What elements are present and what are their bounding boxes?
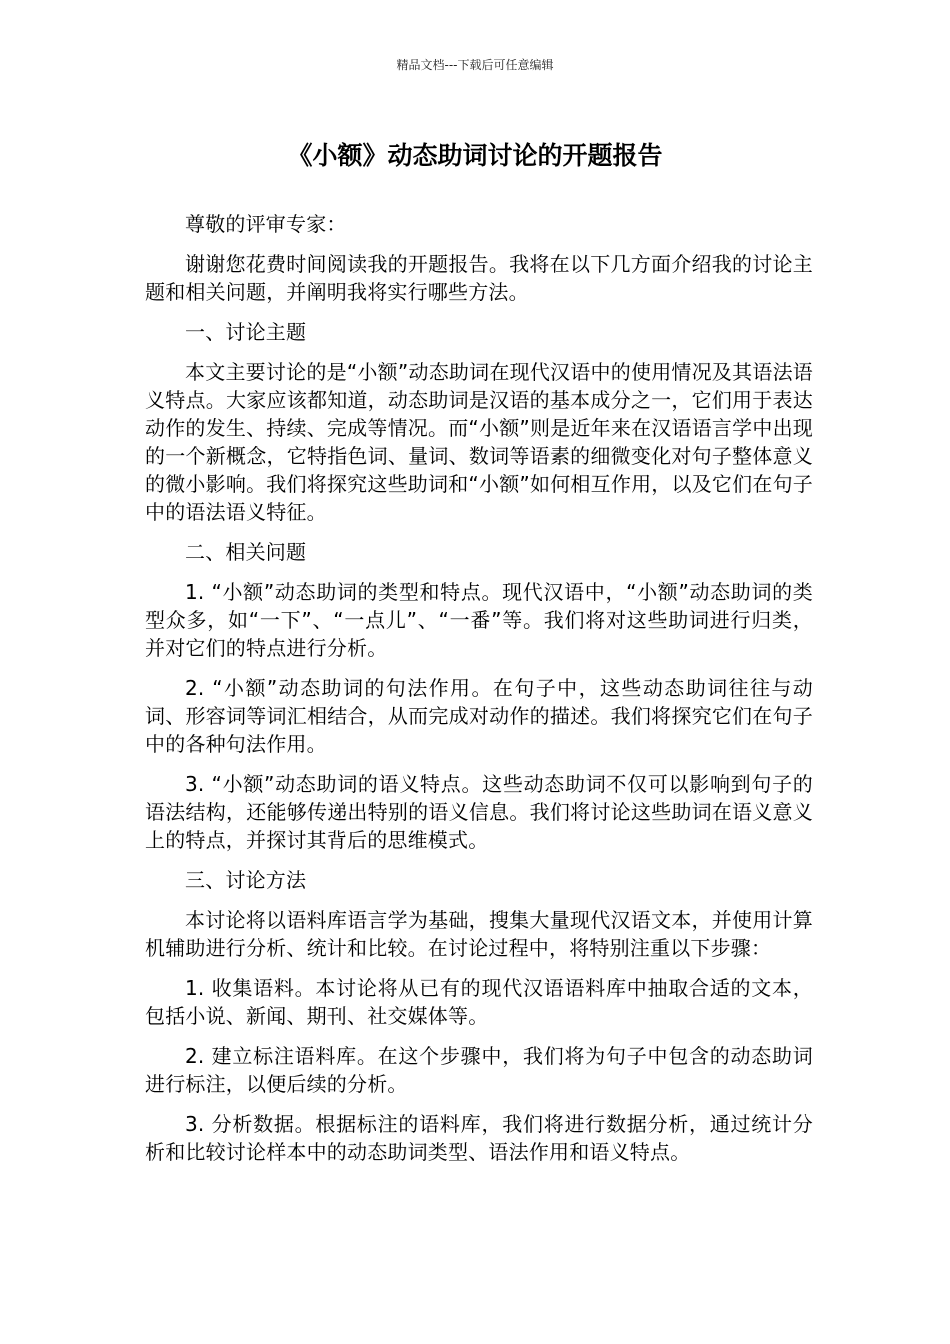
- document-title: 《小额》动态助词讨论的开题报告: [287, 141, 663, 170]
- salutation: 尊敬的评审专家：: [185, 212, 347, 236]
- method-step-1: 1. 收集语料。本讨论将从已有的现代汉语语料库中抽取合适的文本，包括小说、新闻、期刊、社交媒体等。: [145, 976, 813, 1028]
- issue-item-3: 3. “小额”动态助词的语义特点。这些动态助词不仅可以影响到句子的语法结构，还能够传递出特别的语义信息。我们将讨论这些助词在语义意义上的特点，并探讨其背后的思维模式。: [145, 772, 813, 852]
- intro-paragraph: 谢谢您花费时间阅读我的开题报告。我将在以下几方面介绍我的讨论主题和相关问题，并阐明我将实行哪些方法。: [145, 252, 813, 304]
- method-step-3: 3. 分析数据。根据标注的语料库，我们将进行数据分析，通过统计分析和比较讨论样本中的动态助词类型、语法作用和语义特点。: [145, 1112, 813, 1164]
- header-note: 精品文档---下载后可任意编辑: [396, 58, 554, 72]
- issue-item-1: 1. “小额”动态助词的类型和特点。现代汉语中，“小额”动态助词的类型众多，如“一下”、“一点儿”、“一番”等。我们将对这些助词进行归类，并对它们的特点进行分析。: [145, 580, 813, 660]
- method-step-2: 2. 建立标注语料库。在这个步骤中，我们将为句子中包含的动态助词进行标注，以便后续的分析。: [145, 1044, 813, 1096]
- section-heading-topic: 一、讨论主题: [185, 320, 307, 344]
- issue-item-2: 2. “小额”动态助词的句法作用。在句子中，这些动态助词往往与动词、形容词等词汇相结合，从而完成对动作的描述。我们将探究它们在句子中的各种句法作用。: [145, 676, 813, 756]
- methods-paragraph: 本讨论将以语料库语言学为基础，搜集大量现代汉语文本，并使用计算机辅助进行分析、统计和比较。在讨论过程中，将特别注重以下步骤：: [145, 908, 813, 960]
- document-body: [145, 210, 813, 1178]
- section-heading-methods: 三、讨论方法: [185, 868, 307, 892]
- section-heading-issues: 二、相关问题: [185, 540, 307, 564]
- topic-paragraph: 本文主要讨论的是“小额”动态助词在现代汉语中的使用情况及其语法语义特点。大家应该都知道，动态助词是汉语的基本成分之一，它们用于表达动作的发生、持续、完成等情况。而“小额”则是近年来在汉语语言学中出现的一个新概念，它特指色词、量词、数词等语素的细微变化对句子整体意义的微小影响。我们将探究这些助词和“小额”如何相互作用，以及它们在句子中的语法语义特征。: [145, 360, 813, 524]
